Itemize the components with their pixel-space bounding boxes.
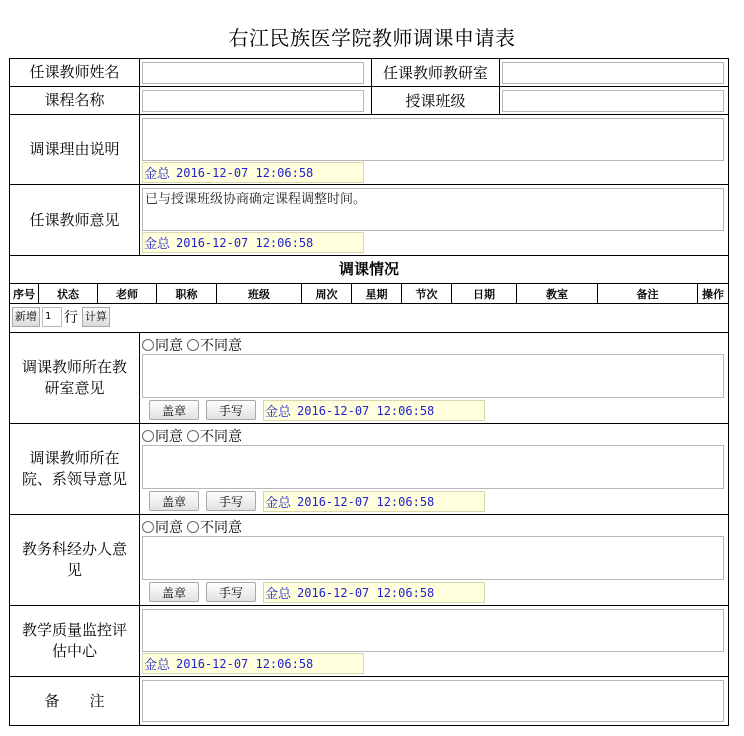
- class-input[interactable]: [502, 90, 724, 112]
- teacher-name-label: 任课教师姓名: [10, 59, 140, 86]
- teacher-opinion-label: 任课教师意见: [10, 185, 140, 255]
- agree-option[interactable]: 同意: [142, 426, 183, 446]
- reason-textarea[interactable]: [142, 118, 724, 161]
- handwrite-button[interactable]: 手写: [206, 491, 256, 511]
- col-index: 序号: [10, 284, 39, 303]
- approval-row-academic-affairs: [10, 515, 728, 606]
- approval-textarea[interactable]: [142, 354, 724, 398]
- stamp-button[interactable]: 盖章: [149, 582, 199, 602]
- approval-label: 调课教师所在教研室意见: [10, 333, 140, 423]
- sign-time: 2016-12-07 12:06:58: [176, 656, 314, 671]
- disagree-radio[interactable]: [187, 430, 199, 442]
- agree-radio[interactable]: [142, 521, 154, 533]
- course-row: [10, 87, 728, 115]
- teacher-opinion-row: [10, 185, 728, 256]
- approval-textarea[interactable]: [142, 536, 724, 580]
- sign-time: 2016-12-07 12:06:58: [176, 165, 314, 180]
- approval-row-office: [10, 333, 728, 424]
- class-label: 授课班级: [371, 87, 500, 114]
- teacher-office-label: 任课教师教研室: [371, 59, 500, 86]
- handwrite-button[interactable]: 手写: [206, 582, 256, 602]
- col-date: 日期: [452, 284, 517, 303]
- approval-label: 教务科经办人意见: [10, 515, 140, 605]
- teacher-opinion-signature: [142, 232, 364, 253]
- col-teacher: 老师: [98, 284, 157, 303]
- approval-textarea[interactable]: [142, 445, 724, 489]
- adjustment-title: 调课情况: [338, 260, 399, 278]
- col-class: 班级: [217, 284, 302, 303]
- disagree-radio[interactable]: [187, 521, 199, 533]
- decision-radios: [142, 426, 246, 446]
- reason-row: [10, 115, 728, 185]
- reason-signature: [142, 162, 364, 183]
- stamp-button[interactable]: 盖章: [149, 491, 199, 511]
- form-title: 右江民族医学院教师调课申请表: [228, 26, 516, 50]
- remark-label: 备 注: [10, 677, 140, 725]
- agree-radio[interactable]: [142, 339, 154, 351]
- quality-center-row: [10, 606, 728, 677]
- signer-name: 金总: [144, 658, 171, 673]
- remark-textarea[interactable]: [142, 680, 724, 722]
- row-count-input[interactable]: 1: [42, 307, 62, 327]
- quality-center-label: 教学质量监控评估中心: [10, 606, 140, 676]
- disagree-radio[interactable]: [187, 339, 199, 351]
- agree-radio[interactable]: [142, 430, 154, 442]
- stamp-button[interactable]: 盖章: [149, 400, 199, 420]
- sign-time: 2016-12-07 12:06:58: [297, 494, 435, 509]
- agree-option[interactable]: 同意: [142, 517, 183, 537]
- col-week: 周次: [302, 284, 352, 303]
- adjustment-toolbar: [10, 303, 728, 329]
- add-row-button[interactable]: 新增: [12, 307, 40, 327]
- teacher-row: [10, 59, 728, 87]
- col-remark: 备注: [598, 284, 698, 303]
- remark-row: [10, 677, 728, 725]
- row-unit-label: 行: [64, 309, 78, 326]
- approval-signature: [263, 582, 485, 603]
- col-status: 状态: [39, 284, 98, 303]
- calculate-button[interactable]: 计算: [82, 307, 110, 327]
- agree-option[interactable]: 同意: [142, 335, 183, 355]
- course-name-label: 课程名称: [10, 87, 140, 114]
- disagree-option[interactable]: 不同意: [187, 335, 242, 355]
- adjustment-section: [10, 256, 728, 333]
- teacher-opinion-textarea[interactable]: 已与授课班级协商确定课程调整时间。: [142, 188, 724, 231]
- col-action: 操作: [702, 287, 724, 301]
- course-name-input[interactable]: [142, 90, 364, 112]
- sign-time: 2016-12-07 12:06:58: [176, 235, 314, 250]
- col-weekday: 星期: [352, 284, 402, 303]
- signer-name: 金总: [144, 167, 171, 182]
- application-form: [9, 58, 729, 726]
- col-title: 职称: [157, 284, 217, 303]
- adjustment-table-header: [10, 283, 728, 303]
- signer-name: 金总: [265, 587, 292, 602]
- disagree-option[interactable]: 不同意: [187, 426, 242, 446]
- approval-signature: [263, 400, 485, 421]
- approval-row-department: [10, 424, 728, 515]
- signer-name: 金总: [265, 405, 292, 420]
- handwrite-button[interactable]: 手写: [206, 400, 256, 420]
- quality-center-textarea[interactable]: [142, 609, 724, 652]
- decision-radios: [142, 335, 246, 355]
- col-period: 节次: [402, 284, 452, 303]
- reason-label: 调课理由说明: [10, 115, 140, 184]
- col-room: 教室: [517, 284, 598, 303]
- signer-name: 金总: [144, 237, 171, 252]
- quality-center-signature: [142, 653, 364, 674]
- approval-label: 调课教师所在院、系领导意见: [10, 424, 140, 514]
- signer-name: 金总: [265, 496, 292, 511]
- teacher-office-input[interactable]: [502, 62, 724, 84]
- disagree-option[interactable]: 不同意: [187, 517, 242, 537]
- teacher-name-input[interactable]: [142, 62, 364, 84]
- sign-time: 2016-12-07 12:06:58: [297, 585, 435, 600]
- decision-radios: [142, 517, 246, 537]
- approval-signature: [263, 491, 485, 512]
- sign-time: 2016-12-07 12:06:58: [297, 403, 435, 418]
